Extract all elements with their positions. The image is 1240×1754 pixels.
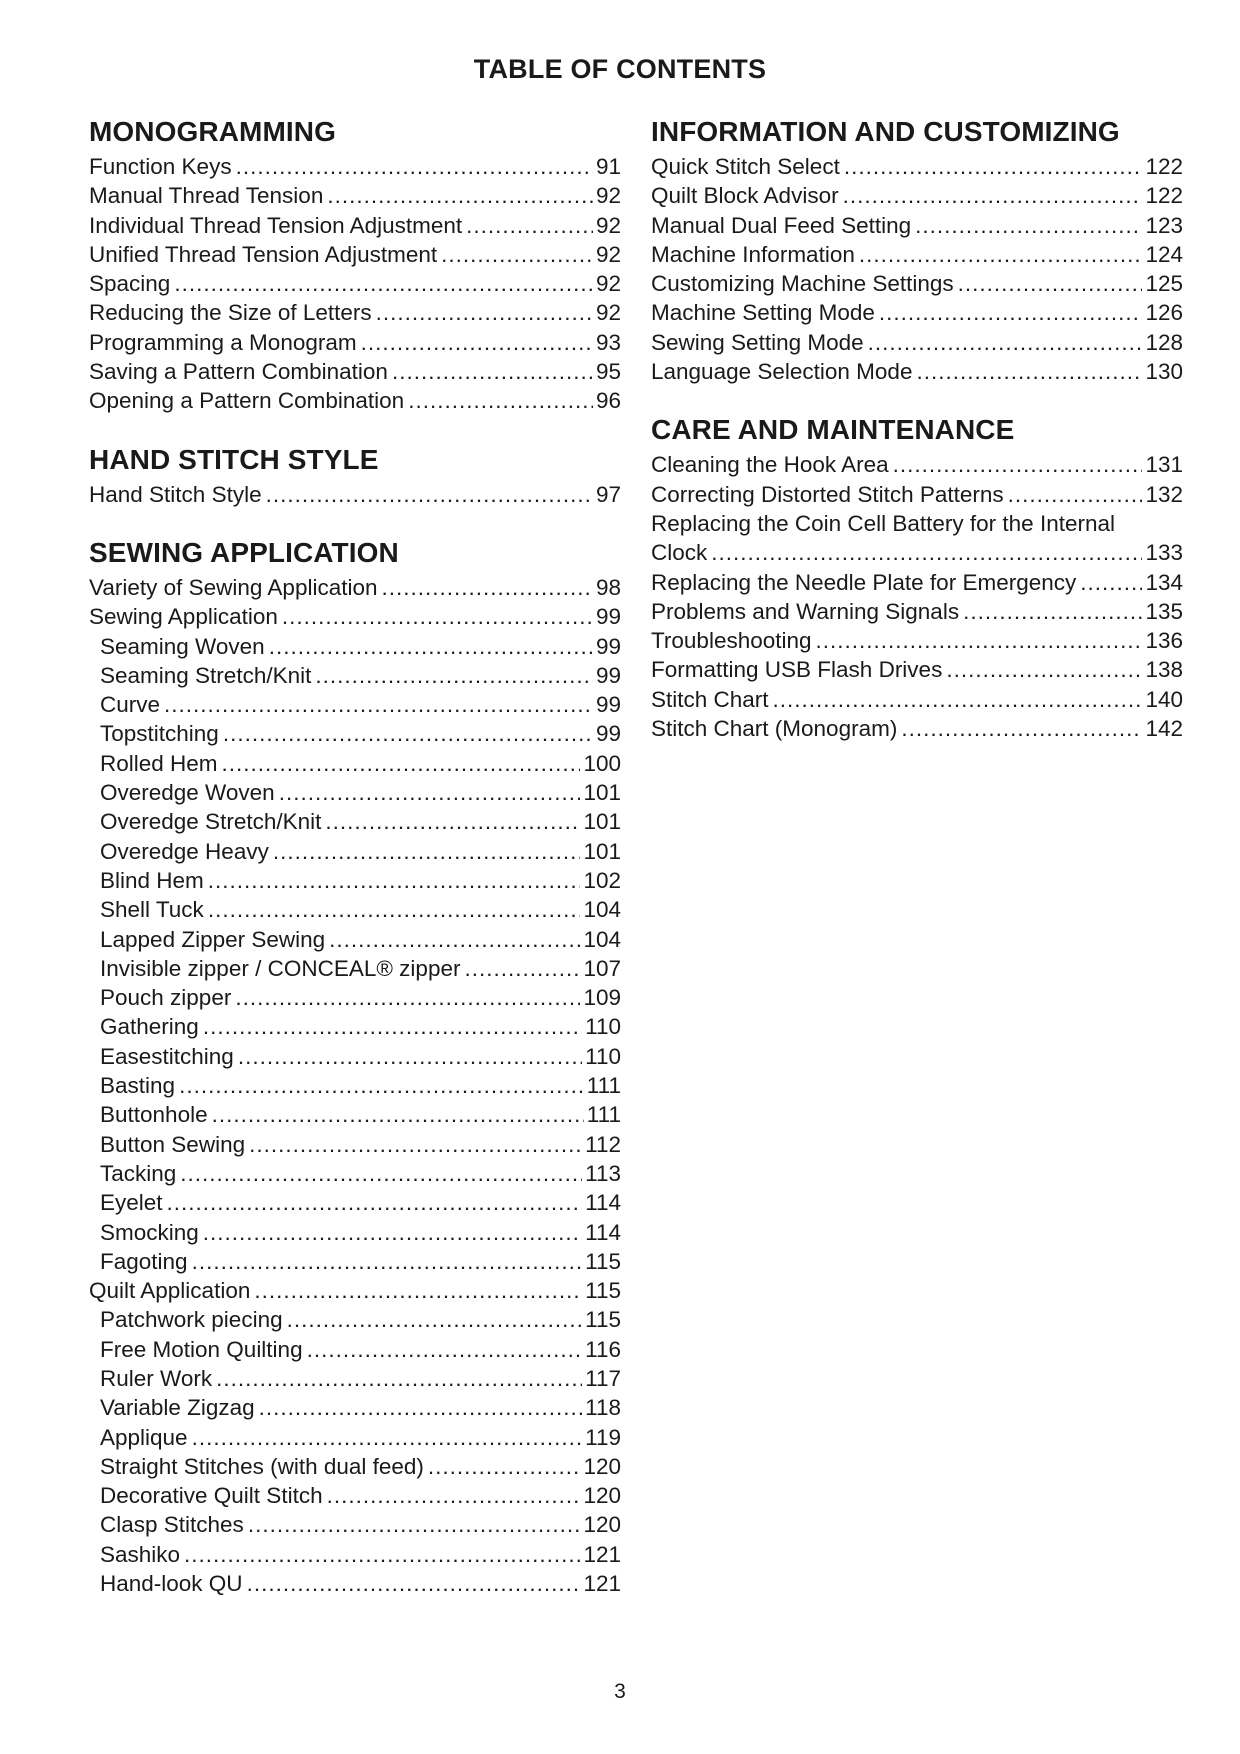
toc-entry-page: 104 [583, 926, 621, 952]
toc-entry[interactable] [89, 1100, 621, 1129]
toc-entry-page: 113 [585, 1160, 621, 1186]
toc-entry[interactable] [89, 690, 621, 719]
toc-entry-page: 92 [595, 271, 621, 297]
toc-entry[interactable] [651, 240, 1183, 269]
dot-leader [216, 1364, 582, 1393]
toc-entry-page: 120 [583, 1453, 621, 1479]
toc-entry-label: Applique [100, 1424, 188, 1450]
toc-entry-label: Overedge Heavy [100, 838, 269, 864]
dot-leader [466, 211, 593, 240]
toc-entry[interactable] [89, 1364, 621, 1393]
dot-leader [963, 597, 1142, 626]
toc-entry-label: Shell Tuck [100, 897, 204, 923]
toc-entry-page: 95 [595, 359, 621, 385]
dot-leader [843, 181, 1143, 210]
dot-leader [279, 778, 581, 807]
dot-leader [859, 240, 1143, 269]
toc-entry-page: 99 [595, 662, 621, 688]
toc-entry-page: 110 [585, 1043, 621, 1069]
toc-entry-page: 119 [585, 1424, 621, 1450]
toc-entry-page: 134 [1145, 569, 1183, 595]
toc-entry-label: Sewing Setting Mode [651, 329, 864, 355]
dot-leader [174, 269, 593, 298]
dot-leader [222, 749, 581, 778]
toc-entry-page: 111 [586, 1073, 621, 1099]
toc-entry-label: Spacing [89, 271, 171, 297]
toc-entry[interactable] [651, 298, 1183, 327]
toc-entry-page: 100 [583, 750, 621, 776]
dot-leader [254, 1276, 582, 1305]
toc-entry[interactable] [89, 661, 621, 690]
section-heading: INFORMATION AND CUSTOMIZING [651, 116, 1120, 147]
dot-leader [1080, 568, 1142, 597]
toc-entry-page: 109 [583, 985, 621, 1011]
toc-entry-page: 114 [585, 1190, 621, 1216]
toc-entry-page: 120 [583, 1512, 621, 1538]
dot-leader [958, 269, 1143, 298]
toc-entry[interactable] [89, 837, 621, 866]
toc-entry[interactable] [89, 1012, 621, 1041]
section-hand-stitch-style [89, 440, 621, 509]
toc-entry[interactable] [89, 1247, 621, 1276]
toc-entry-label: Free Motion Quilting [100, 1336, 303, 1362]
dot-leader [464, 954, 580, 983]
toc-entry[interactable] [89, 152, 621, 181]
toc-entry-page: 101 [583, 838, 621, 864]
toc-entry-page: 99 [595, 721, 621, 747]
dot-leader [208, 895, 581, 924]
dot-leader [223, 719, 593, 748]
toc-entry-label: Eyelet [100, 1190, 163, 1216]
toc-entry-label: Manual Thread Tension [89, 183, 324, 209]
dot-leader [376, 298, 593, 327]
dot-leader [408, 386, 593, 415]
toc-entry-label: Sewing Application [89, 604, 278, 630]
toc-entry-label: Lapped Zipper Sewing [100, 926, 326, 952]
toc-entry-page: 125 [1145, 271, 1183, 297]
dot-leader [946, 655, 1142, 684]
toc-entry-page: 130 [1145, 359, 1183, 385]
dot-leader [192, 1247, 583, 1276]
toc-entry[interactable] [89, 1276, 621, 1305]
toc-entry-label: Ruler Work [100, 1365, 213, 1391]
right-column [651, 112, 1183, 767]
toc-entry[interactable] [89, 925, 621, 954]
toc-entry[interactable] [651, 152, 1183, 181]
dot-leader [361, 328, 593, 357]
toc-entry[interactable] [89, 807, 621, 836]
toc-entry-page: 92 [595, 183, 621, 209]
dot-leader [192, 1423, 583, 1452]
toc-entry-page: 92 [595, 300, 621, 326]
toc-entry-label: Buttonhole [100, 1102, 208, 1128]
toc-entry-label: Language Selection Mode [651, 359, 913, 385]
toc-entry-page: 136 [1145, 628, 1183, 654]
toc-entry-label: Overedge Stretch/Knit [100, 809, 322, 835]
section-information-and-customizing [651, 112, 1183, 386]
toc-entry[interactable] [89, 386, 621, 415]
toc-entry-page: 128 [1145, 329, 1183, 355]
dot-leader [203, 1218, 582, 1247]
toc-entry-page: 99 [595, 604, 621, 630]
dot-leader [269, 632, 593, 661]
dot-leader [441, 240, 593, 269]
dot-leader [816, 626, 1143, 655]
dot-leader [392, 357, 593, 386]
dot-leader [893, 450, 1143, 479]
toc-entry-label: Correcting Distorted Stitch Patterns [651, 481, 1004, 507]
section-heading: MONOGRAMMING [89, 116, 336, 147]
toc-entry-page: 101 [583, 780, 621, 806]
dot-leader [184, 1540, 580, 1569]
section-monogramming [89, 112, 621, 416]
dot-leader [236, 152, 593, 181]
toc-entry-label: Tacking [100, 1160, 177, 1186]
dot-leader [180, 1159, 582, 1188]
toc-entry[interactable] [89, 328, 621, 357]
dot-leader [711, 538, 1142, 567]
dot-leader [203, 1012, 582, 1041]
toc-entry-label: Blind Hem [100, 867, 204, 893]
toc-entry-page: 92 [595, 212, 621, 238]
toc-entry-label: Smocking [100, 1219, 199, 1245]
toc-entry[interactable] [89, 749, 621, 778]
toc-entry-label: Seaming Woven [100, 633, 265, 659]
toc-entry-label: Individual Thread Tension Adjustment [89, 212, 463, 238]
toc-entry[interactable] [651, 328, 1183, 357]
toc-entry[interactable] [651, 685, 1183, 714]
section-heading: SEWING APPLICATION [89, 536, 399, 568]
toc-entry-label: Function Keys [89, 154, 232, 179]
toc-entry[interactable] [651, 714, 1183, 743]
toc-entry-label: Overedge Woven [100, 780, 275, 806]
toc-entry-label: Seaming Stretch/Knit [100, 662, 312, 688]
toc-entry-page: 117 [585, 1365, 621, 1391]
toc-entry-label: Straight Stitches (with dual feed) [100, 1453, 424, 1479]
toc-entry-label: Opening a Pattern Combination [89, 388, 405, 414]
toc-entry[interactable] [89, 778, 621, 807]
toc-entry-page: 107 [583, 955, 621, 981]
toc-entry-page: 115 [585, 1307, 621, 1333]
toc-entry-page: 91 [595, 154, 621, 179]
dot-leader [1008, 480, 1143, 509]
toc-entry-label: Troubleshooting [651, 628, 812, 654]
toc-entry[interactable] [89, 1188, 621, 1217]
page-number: 3 [614, 1680, 626, 1703]
toc-entry-page: 131 [1145, 452, 1183, 478]
toc-entry[interactable] [89, 1393, 621, 1422]
toc-entry-page: 142 [1145, 716, 1183, 742]
toc-entry-page: 96 [595, 388, 621, 414]
toc-entry-label: Manual Dual Feed Setting [651, 212, 912, 238]
toc-entry-label: Curve [100, 692, 161, 718]
toc-entry[interactable] [89, 1071, 621, 1100]
toc-entry[interactable] [651, 655, 1183, 684]
dot-leader [164, 690, 593, 719]
toc-entry-page: 112 [585, 1131, 621, 1157]
toc-entry-page: 123 [1145, 212, 1183, 238]
toc-entry-label: Hand-look QU [100, 1571, 243, 1597]
toc-entry-page: 114 [585, 1219, 621, 1245]
toc-entry-page: 120 [583, 1483, 621, 1509]
toc-entry[interactable] [89, 632, 621, 661]
dot-leader [208, 866, 581, 895]
dot-leader [266, 480, 593, 509]
toc-entry-label: Easestitching [100, 1043, 234, 1069]
toc-entry-label: Button Sewing [100, 1131, 246, 1157]
dot-leader [212, 1100, 584, 1129]
toc-entry-page: 138 [1145, 657, 1183, 683]
toc-entry[interactable] [89, 1452, 621, 1481]
toc-entry[interactable] [89, 1423, 621, 1452]
toc-entry-label: Stitch Chart [651, 686, 769, 712]
toc-entry-label: Quick Stitch Select [651, 154, 840, 179]
toc-entry-page: 132 [1145, 481, 1183, 507]
toc-entry[interactable] [89, 954, 621, 983]
dot-leader [916, 357, 1142, 386]
section-sewing-application [89, 533, 621, 1598]
toc-entry-page: 121 [583, 1541, 621, 1567]
toc-entry-label: Saving a Pattern Combination [89, 359, 388, 385]
dot-leader [327, 1481, 581, 1510]
toc-entry-label: Fagoting [100, 1248, 188, 1274]
dot-leader [327, 181, 593, 210]
toc-entry-page: 99 [595, 633, 621, 659]
dot-leader [287, 1305, 583, 1334]
toc-entry[interactable] [651, 597, 1183, 626]
toc-entry-label: Unified Thread Tension Adjustment [89, 241, 438, 267]
dot-leader [428, 1452, 581, 1481]
toc-entry-label: Variety of Sewing Application [89, 574, 378, 600]
toc-entry-page: 104 [583, 897, 621, 923]
toc-entry-page: 115 [585, 1248, 621, 1274]
toc-entry-label: Formatting USB Flash Drives [651, 657, 943, 683]
toc-entry[interactable] [89, 866, 621, 895]
toc-entry[interactable] [89, 480, 621, 509]
toc-entry[interactable] [89, 1481, 621, 1510]
toc-entry[interactable] [651, 181, 1183, 210]
toc-entry-label: Pouch zipper [100, 985, 232, 1011]
toc-entry[interactable] [651, 357, 1183, 386]
toc-entry[interactable] [89, 573, 621, 602]
toc-entry-label: Basting [100, 1073, 176, 1099]
toc-entry-page: 135 [1145, 598, 1183, 624]
toc-entry-page: 122 [1145, 183, 1183, 209]
toc-entry[interactable] [89, 1130, 621, 1159]
toc-entry[interactable] [89, 1159, 621, 1188]
toc-entry[interactable] [89, 1510, 621, 1539]
toc-entry-label: Patchwork piecing [100, 1307, 283, 1333]
toc-entry[interactable] [89, 719, 621, 748]
toc-entry-page: 140 [1145, 686, 1183, 712]
dot-leader [325, 807, 580, 836]
dot-leader [329, 925, 580, 954]
page-title: TABLE OF CONTENTS [473, 54, 767, 84]
toc-entry[interactable] [651, 568, 1183, 597]
dot-leader [249, 1130, 582, 1159]
dot-leader [879, 298, 1143, 327]
dot-leader [282, 602, 593, 631]
left-column [89, 112, 621, 1622]
toc-entry[interactable] [89, 357, 621, 386]
dot-leader [901, 714, 1142, 743]
toc-entry-label: Reducing the Size of Letters [89, 300, 372, 326]
toc-entry[interactable] [89, 895, 621, 924]
dot-leader [248, 1510, 581, 1539]
toc-entry-label: Clasp Stitches [100, 1512, 244, 1538]
dot-leader [247, 1569, 581, 1598]
toc-entry-page: 98 [595, 574, 621, 600]
toc-entry-page: 92 [595, 241, 621, 267]
toc-entry-page: 124 [1145, 241, 1183, 267]
toc-entry[interactable] [89, 1042, 621, 1071]
toc-entry-label: Sashiko [100, 1541, 181, 1567]
dot-leader [235, 983, 580, 1012]
dot-leader [273, 837, 581, 866]
toc-entry[interactable] [89, 983, 621, 1012]
toc-entry-label: Cleaning the Hook Area [651, 452, 889, 478]
toc-entry-page: 121 [583, 1571, 621, 1597]
toc-entry[interactable] [89, 1218, 621, 1247]
toc-entry-page: 133 [1145, 540, 1183, 566]
toc-entry[interactable] [651, 450, 1183, 479]
toc-entry[interactable] [89, 1540, 621, 1569]
toc-entry-label: Quilt Application [89, 1278, 251, 1304]
toc-entry[interactable] [89, 1335, 621, 1364]
toc-entry-label: Variable Zigzag [100, 1395, 255, 1421]
toc-entry[interactable] [89, 298, 621, 327]
toc-entry-label: Hand Stitch Style [89, 481, 262, 507]
toc-entry-label: Stitch Chart (Monogram) [651, 716, 898, 742]
toc-entry-label: Replacing the Needle Plate for Emergency [651, 569, 1077, 595]
toc-entry[interactable] [89, 269, 621, 298]
toc-entry-page: 122 [1145, 154, 1183, 179]
toc-entry-label: Gathering [100, 1014, 199, 1040]
toc-entry-page: 111 [586, 1102, 621, 1128]
toc-entry-label: Machine Information [651, 241, 855, 267]
toc-entry[interactable] [89, 1569, 621, 1598]
section-care-and-maintenance [651, 410, 1183, 743]
toc-entry-label: Programming a Monogram [89, 329, 357, 355]
dot-leader [915, 211, 1142, 240]
toc-entry[interactable] [651, 538, 1183, 567]
toc-entry-label: Rolled Hem [100, 750, 218, 776]
dot-leader [307, 1335, 583, 1364]
dot-leader [259, 1393, 582, 1422]
section-heading: HAND STITCH STYLE [89, 443, 379, 475]
toc-entry[interactable] [89, 240, 621, 269]
section-heading: CARE AND MAINTENANCE [651, 414, 1015, 446]
toc-entry[interactable] [89, 602, 621, 631]
toc-entry-label: Machine Setting Mode [651, 300, 875, 326]
dot-leader [315, 661, 593, 690]
toc-entry-label: Quilt Block Advisor [651, 183, 839, 209]
toc-entry-page: 118 [585, 1395, 621, 1421]
dot-leader [238, 1042, 582, 1071]
toc-entry-label: Topstitching [100, 721, 219, 747]
toc-entry[interactable] [89, 211, 621, 240]
toc-entry-label: Problems and Warning Signals [651, 598, 960, 624]
dot-leader [773, 685, 1143, 714]
toc-entry-page: 101 [583, 809, 621, 835]
toc-entry[interactable] [651, 269, 1183, 298]
toc-entry-page: 99 [595, 692, 621, 718]
dot-leader [868, 328, 1143, 357]
dot-leader [167, 1188, 583, 1217]
toc-entry[interactable] [651, 211, 1183, 240]
toc-entry-label: Customizing Machine Settings [651, 271, 954, 297]
toc-entry-page: 97 [595, 481, 621, 507]
toc-entry-label: Clock [651, 540, 708, 566]
toc-entry-page: 115 [585, 1278, 621, 1304]
toc-entry-label: Decorative Quilt Stitch [100, 1483, 323, 1509]
toc-entry-label: Invisible zipper / CONCEAL® zipper [100, 955, 461, 981]
toc-entry-prefix: Replacing the Coin Cell Battery for the Internal [651, 510, 1115, 536]
toc-entry-page: 110 [585, 1014, 621, 1040]
toc-entry-page: 93 [595, 329, 621, 355]
toc-entry-page: 116 [585, 1336, 621, 1362]
toc-entry[interactable] [651, 480, 1183, 509]
toc-entry-page: 126 [1145, 300, 1183, 326]
dot-leader [179, 1071, 584, 1100]
toc-entry[interactable] [651, 626, 1183, 655]
dot-leader [382, 573, 593, 602]
toc-entry-page: 102 [583, 867, 621, 893]
dot-leader [844, 152, 1143, 181]
toc-entry[interactable] [89, 1305, 621, 1334]
toc-entry[interactable] [89, 181, 621, 210]
